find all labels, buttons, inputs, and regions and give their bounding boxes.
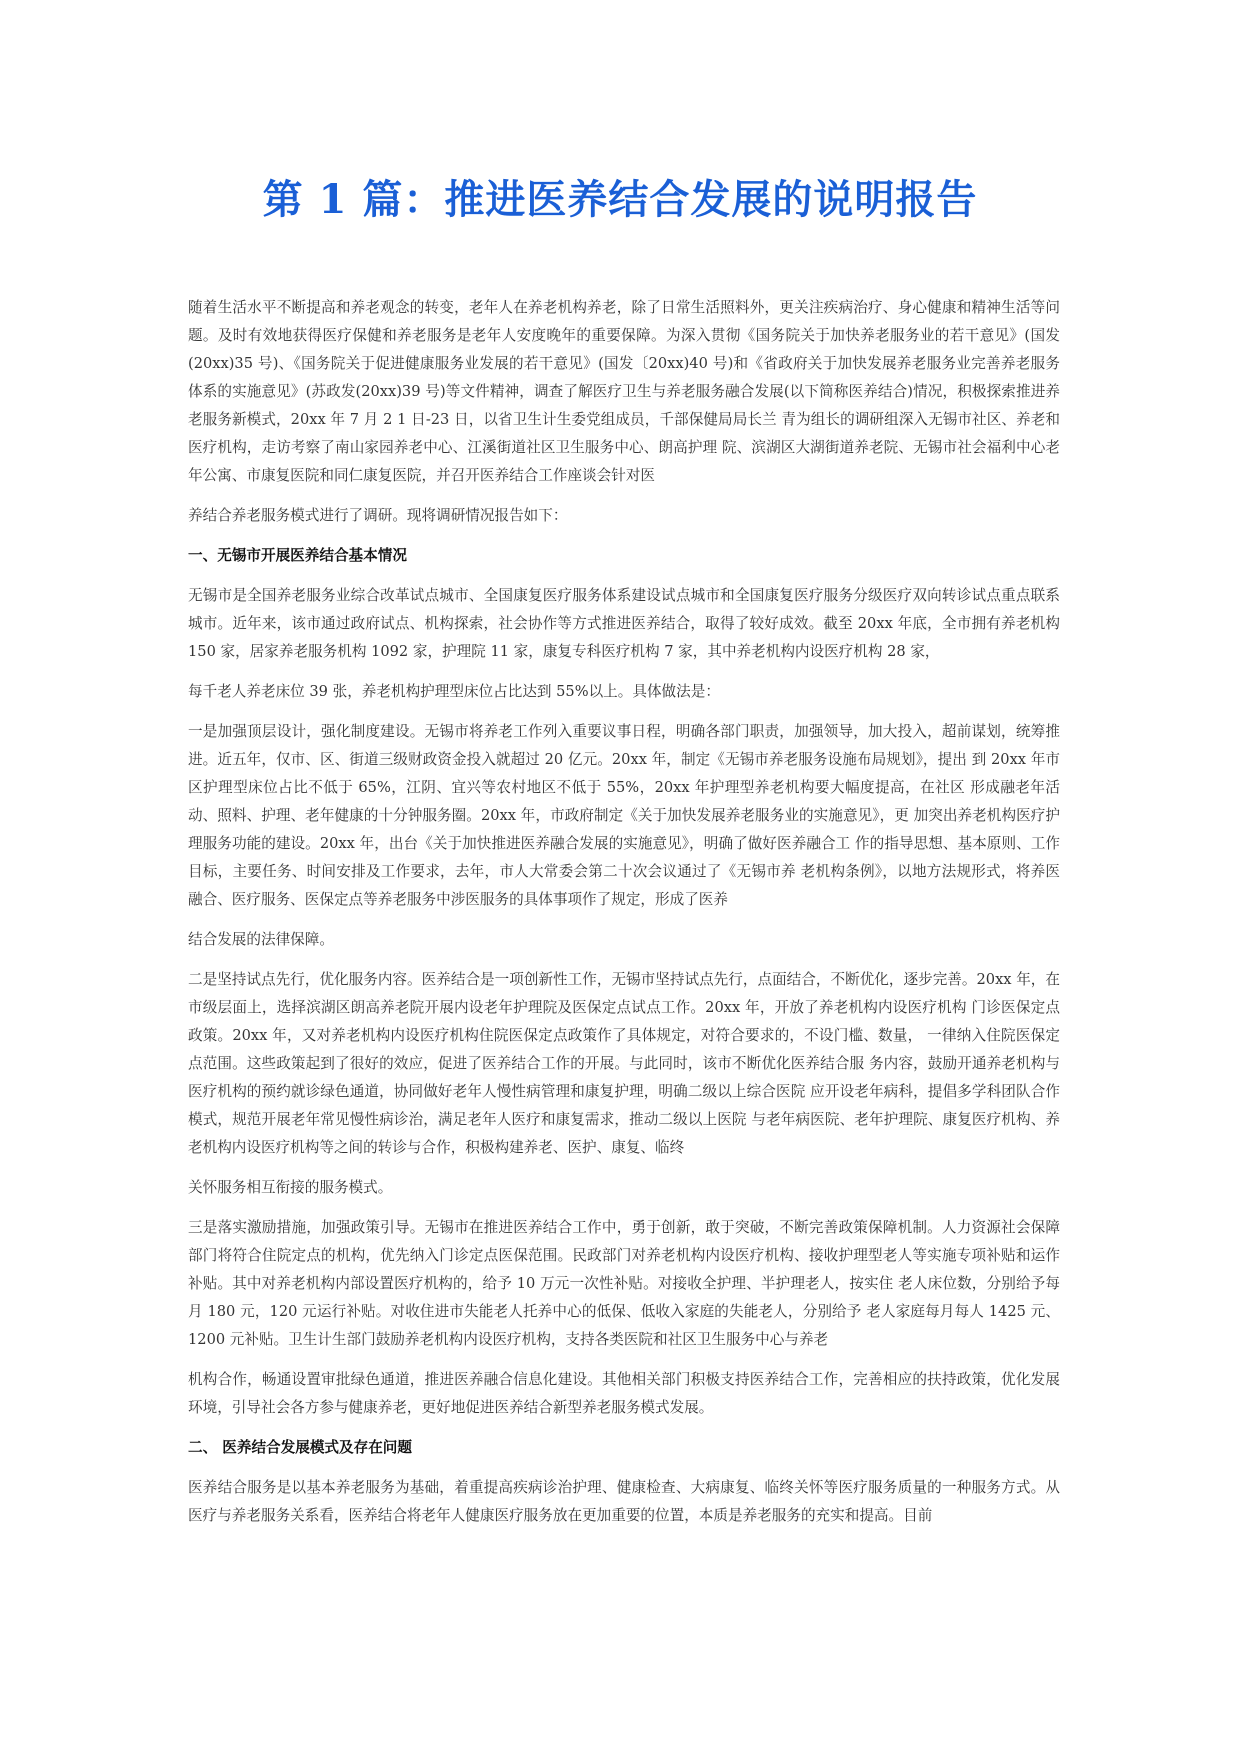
- paragraph: 无锡市是全国养老服务业综合改革试点城市、全国康复医疗服务体系建设试点城市和全国康复医疗服务分级医疗双向转诊试点重点联系城市。近年来，该市通过政府试点、机构探索，社会协作等方式推进医养结合，取得了较好成效。截至 20xx 年底，全市拥有养老机构 150 家，居家养老服务机构 1092 家，护理院 11 家，康复专科医疗机构 7 家，其中养老机构内设医疗机构 28 家，: [188, 587, 1060, 660]
- paragraph: 一是加强顶层设计，强化制度建设。无锡市将养老工作列入重要议事日程，明确各部门职责，加强领导，加大投入，超前谋划，统筹推进。近五年，仅市、区、街道三级财政资金投入就超过 20 亿元。20xx 年，制定《无锡市养老服务设施布局规划》，提出 到 20xx 年市区护理型床位占比不低于 65%，江阴、宜兴等农村地区不低于 55%，20xx 年护理型养老机构要大幅度提高，在社区 形成融老年活动、照料、护理、老年健康的十分钟服务圈。20xx 年，市政府制定《关于加快发展养老服务业的实施意见》，更 加突出养老机构医疗护理服务功能的建设。20xx 年，出台《关于加快推进医养融合发展的实施意见》，明确了做好医养融合工 作的指导思想、基本原则、工作目标，主要任务、时间安排及工作要求，去年，市人大常委会第二十次会议通过了《无锡市养 老机构条例》，以地方法规形式，将养医融合、医疗服务、医保定点等养老服务中涉医服务的具体事项作了规定，形成了医养: [188, 723, 1060, 908]
- paragraph: 每千老人养老床位 39 张，养老机构护理型床位占比达到 55%以上。具体做法是：: [188, 683, 720, 700]
- document-body: [188, 294, 1060, 1542]
- section-heading: 一、无锡市开展医养结合基本情况: [188, 547, 407, 564]
- section-heading: 二、 医养结合发展模式及存在问题: [188, 1439, 412, 1456]
- paragraph: 三是落实激励措施，加强政策引导。无锡市在推进医养结合工作中，勇于创新，敢于突破，不断完善政策保障机制。人力资源社会保障部门将符合住院定点的机构，优先纳入门诊定点医保范围。民政部门对养老机构内设医疗机构、接收护理型老人等实施专项补贴和运作补贴。其中对养老机构内部设置医疗机构的，给予 10 万元一次性补贴。对接收全护理、半护理老人，按实住 老人床位数，分别给予每月 180 元，120 元运行补贴。对收住进市失能老人托养中心的低保、低收入家庭的失能老人，分别给予 老人家庭每月每人 1425 元、1200 元补贴。卫生计生部门鼓励养老机构内设医疗机构，支持各类医院和社区卫生服务中心与养老: [188, 1219, 1060, 1348]
- paragraph: 医养结合服务是以基本养老服务为基础，着重提高疾病诊治护理、健康检查、大病康复、临终关怀等医疗服务质量的一种服务方式。从医疗与养老服务关系看，医养结合将老年人健康医疗服务放在更加重要的位置，本质是养老服务的充实和提高。目前: [188, 1479, 1060, 1524]
- paragraph: 关怀服务相互衔接的服务模式。: [188, 1179, 393, 1196]
- paragraph: 随着生活水平不断提高和养老观念的转变，老年人在养老机构养老，除了日常生活照料外，更关注疾病治疗、身心健康和精神生活等问题。及时有效地获得医疗保健和养老服务是老年人安度晚年的重要保障。为深入贯彻《国务院关于加快养老服务业的若干意见》(国发(20xx)35 号)、《国务院关于促进健康服务业发展的若干意见》(国发〔20xx)40 号)和《省政府关于加快发展养老服务业完善养老服务体系的实施意见》(苏政发(20xx)39 号)等文件精神，调查了解医疗卫生与养老服务融合发展(以下简称医养结合)情况，积极探索推进养老服务新模式，20xx 年 7 月 2 1 日-23 日，以省卫生计生委党组成员，千部保健局局长兰 青为组长的调研组深入无锡市社区、养老和医疗机构，走访考察了南山家园养老中心、江溪街道社区卫生服务中心、朗高护理 院、滨湖区大湖街道养老院、无锡市社会福利中心老年公寓、市康复医院和同仁康复医院，并召开医养结合工作座谈会针对医: [188, 299, 1060, 484]
- paragraph: 结合发展的法律保障。: [188, 931, 334, 948]
- document-title: 第 1 篇：推进医养结合发展的说明报告: [262, 176, 978, 223]
- paragraph: 机构合作，畅通设置审批绿色通道，推进医养融合信息化建设。其他相关部门积极支持医养结合工作，完善相应的扶持政策，优化发展环境，引导社会各方参与健康养老，更好地促进医养结合新型养老服务模式发展。: [188, 1371, 1060, 1416]
- paragraph: 养结合养老服务模式进行了调研。现将调研情况报告如下：: [188, 507, 568, 524]
- paragraph: 二是坚持试点先行，优化服务内容。医养结合是一项创新性工作，无锡市坚持试点先行，点面结合，不断优化，逐步完善。20xx 年，在市级层面上，选择滨湖区朗高养老院开展内设老年护理院及医保定点试点工作。20xx 年，开放了养老机构内设医疗机构 门诊医保定点政策。20xx 年，又对养老机构内设医疗机构住院医保定点政策作了具体规定，对符合要求的，不设门槛、数量， 一律纳入住院医保定点范围。这些政策起到了很好的效应，促进了医养结合工作的开展。与此同时，该市不断优化医养结合服 务内容，鼓励开通养老机构与医疗机构的预约就诊绿色通道，协同做好老年人慢性病管理和康复护理，明确二级以上综合医院 应开设老年病科，提倡多学科团队合作模式，规范开展老年常见慢性病诊治，满足老年人医疗和康复需求，推动二级以上医院 与老年病医院、老年护理院、康复医疗机构、养老机构内设医疗机构等之间的转诊与合作，积极构建养老、医护、康复、临终: [188, 971, 1060, 1156]
